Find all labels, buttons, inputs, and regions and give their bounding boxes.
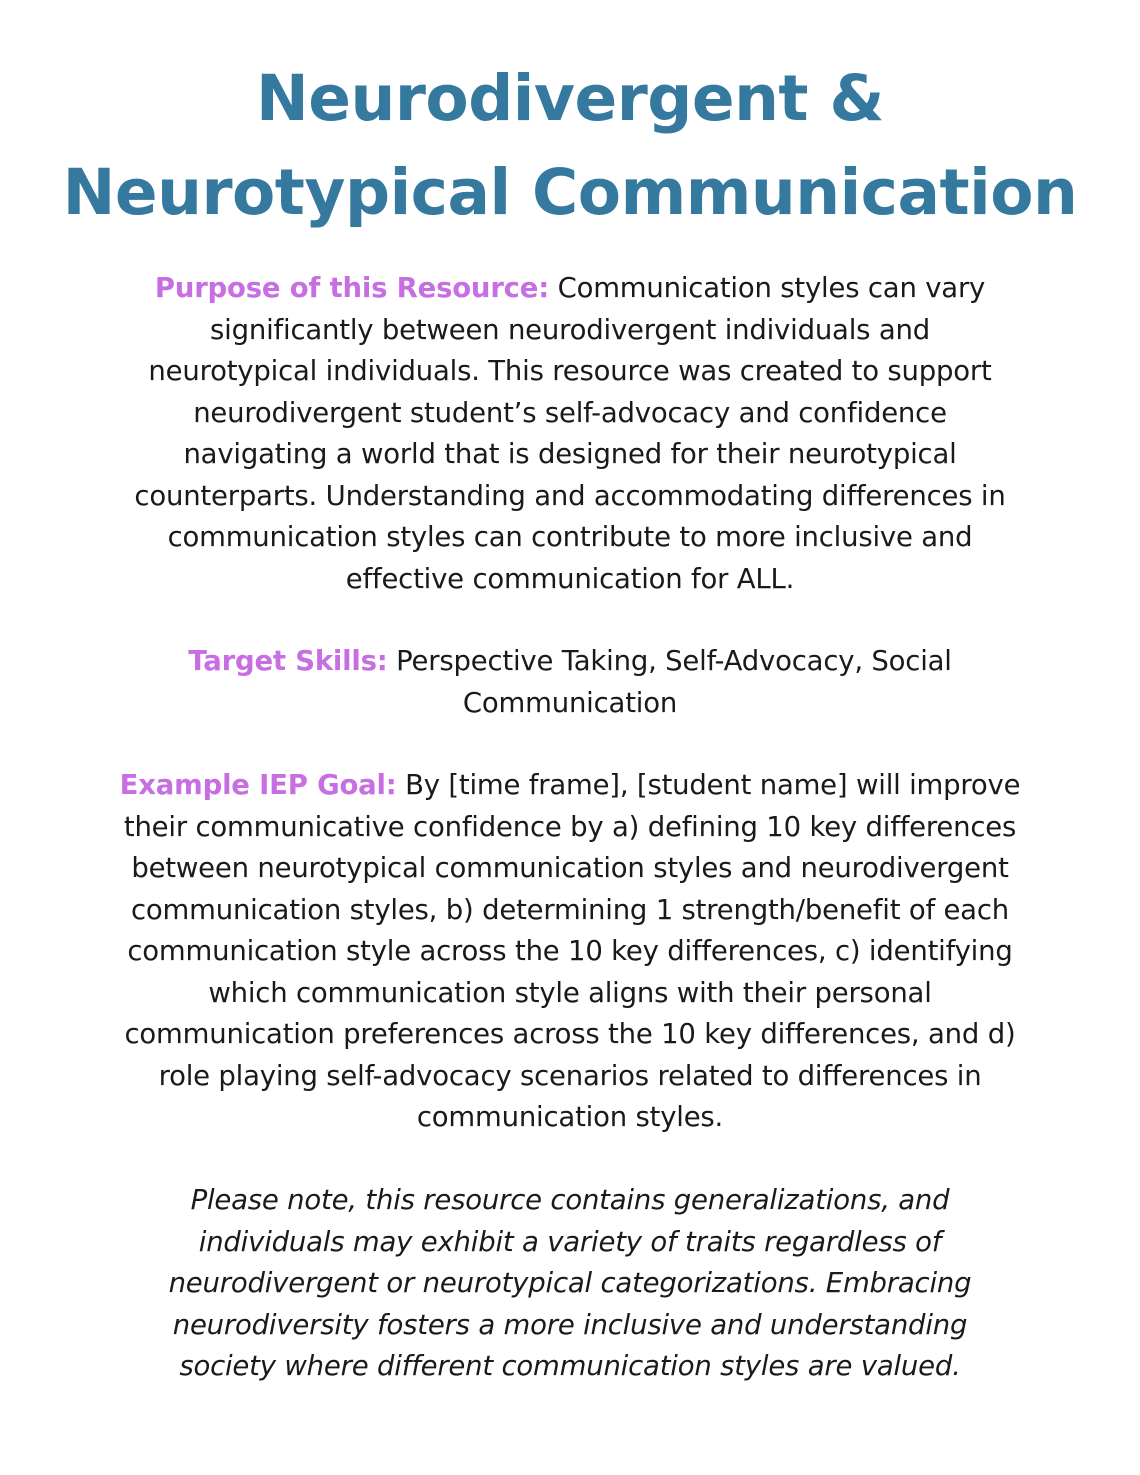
purpose-line-1 [90,268,1050,310]
iep-goal-line: which communication style aligns with their personal [208,976,932,1009]
purpose-text: Communication styles can vary [549,272,986,304]
note-line: neurodivergent or neurotypical categorizations. Embracing [168,1267,972,1299]
purpose-line: significantly between neurodivergent individuals and [210,313,930,346]
iep-goal-line: communication styles. [416,1101,724,1133]
purpose-section [90,268,1050,600]
target-skills-text: Perspective Taking, Self-Advocacy, Social [387,645,952,677]
purpose-line: neurotypical individuals. This resource was created to support [148,355,992,387]
note-line: individuals may exhibit a variety of traits regardless of [198,1225,942,1258]
iep-goal-line: communication style across the 10 key differences, c) identifying [127,935,1013,967]
iep-goal-line: their communicative confidence by a) defining 10 key differences [123,810,1017,843]
target-skills-section [90,641,1050,724]
iep-goal-line: communication styles, b) determining 1 strength/benefit of each [131,893,1009,926]
purpose-line: effective communication for ALL. [345,562,795,595]
note-line: neurodiversity fosters a more inclusive and understanding [172,1308,968,1341]
note-line: Please note, this resource contains generalizations, and [190,1184,950,1216]
iep-goal-line: communication preferences across the 10 key differences, and d) [124,1018,1016,1050]
target-skills-line-1 [90,641,1050,683]
target-skills-label: Target Skills: [188,645,388,677]
disclaimer-note [90,1180,1050,1388]
iep-goal-text: By [time frame], [student name] will improve [396,769,1021,801]
title-line-2: Neurotypical Communication [62,156,1078,229]
purpose-line: counterparts. Understanding and accommodating differences in [134,479,1006,512]
note-line: society where different communication styles are valued. [179,1350,961,1382]
purpose-line: navigating a world that is designed for their neurotypical [183,438,957,470]
iep-goal-line: between neurotypical communication styles and neurodivergent [131,852,1009,884]
purpose-line: neurodivergent student’s self-advocacy and confidence [193,396,947,429]
iep-goal-section [90,765,1050,1139]
title-line-1: Neurodivergent & [256,62,884,135]
iep-goal-label: Example IEP Goal: [119,769,397,801]
purpose-label: Purpose of this Resource: [154,272,550,304]
page-title [0,52,1140,240]
iep-goal-line-1 [90,765,1050,807]
purpose-line: communication styles can contribute to more inclusive and [167,521,973,553]
target-skills-line: Communication [462,686,678,719]
iep-goal-line: role playing self-advocacy scenarios related to differences in [158,1059,982,1092]
